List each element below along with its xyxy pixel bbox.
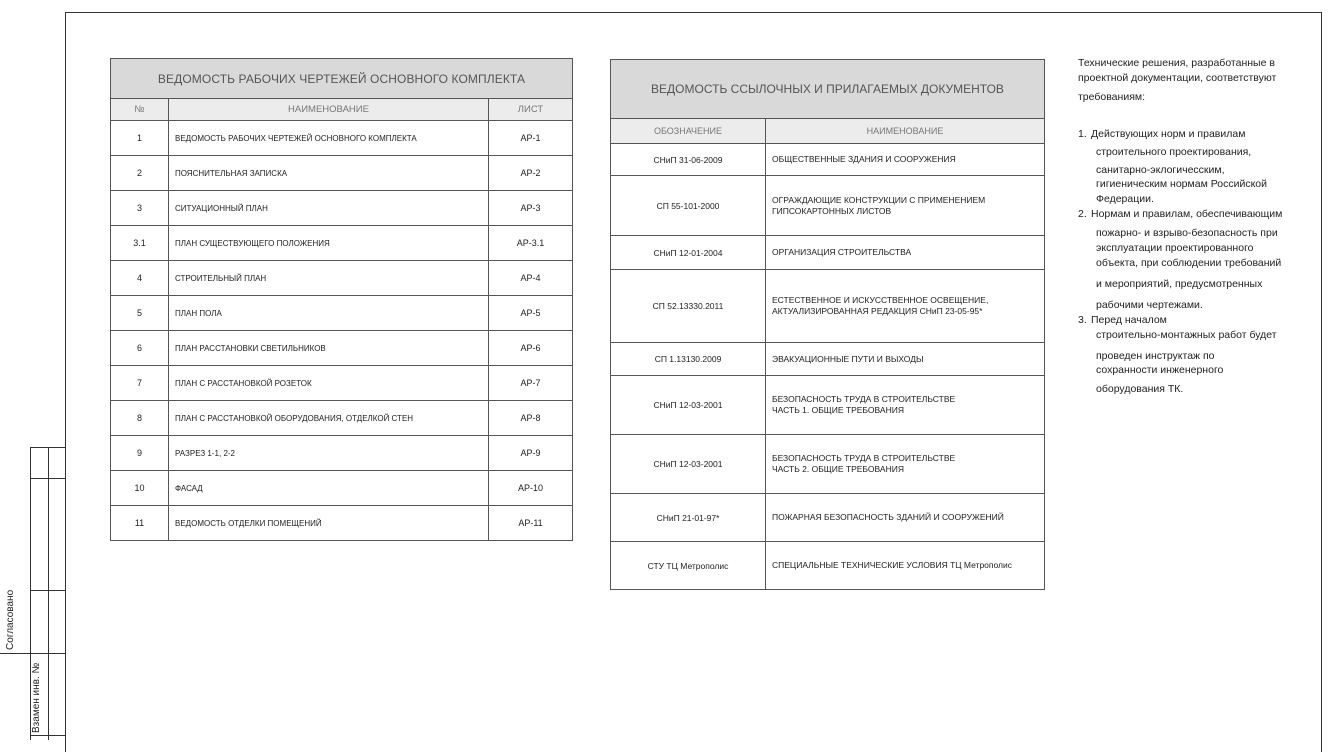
note-line — [1078, 241, 1308, 256]
row-number: 9 — [111, 436, 169, 471]
table-row — [111, 261, 573, 296]
note-text: объекта, при соблюдении требований — [1096, 256, 1282, 269]
approval-stamp-column — [0, 0, 66, 740]
row-name: ПЛАН С РАССТАНОВКОЙ РОЗЕТОК — [169, 366, 489, 401]
table-row — [111, 191, 573, 226]
note-text: пожарно- и взрыво-безопасность при — [1096, 227, 1278, 240]
note-text: сохранности инженерного — [1096, 364, 1224, 377]
ref-name-line2: ГИПСОКАРТОННЫХ ЛИСТОВ — [772, 205, 892, 216]
ref-name-cell — [766, 494, 1045, 542]
replaced-inv-label: Взамен инв. № — [31, 662, 42, 733]
ref-name-cell — [766, 435, 1045, 494]
note-line — [1078, 192, 1308, 207]
table-row — [611, 144, 1045, 176]
ref-name: БЕЗОПАСНОСТЬ ТРУДА В СТРОИТЕЛЬСТВЕ — [772, 453, 956, 464]
row-sheet: АР-3 — [489, 191, 573, 226]
row-number: 7 — [111, 366, 169, 401]
note-line — [1078, 277, 1308, 292]
note-line — [1078, 163, 1308, 178]
column-header-number: № — [111, 99, 169, 121]
note-number — [1078, 177, 1088, 192]
row-sheet: АР-6 — [489, 331, 573, 366]
row-number: 6 — [111, 331, 169, 366]
row-number: 3.1 — [111, 226, 169, 261]
note-text: рабочими чертежами. — [1096, 298, 1203, 311]
row-sheet: АР-8 — [489, 401, 573, 436]
ref-code: СНиП 12-03-2001 — [611, 435, 766, 494]
row-name: ПЛАН С РАССТАНОВКОЙ ОБОРУДОВАНИЯ, ОТДЕЛКОЙ СТЕН — [169, 401, 489, 436]
note-text: гигиеническим нормам Российской — [1096, 178, 1267, 191]
references-table — [610, 59, 1045, 590]
ref-name-line2: ЧАСТЬ 2. ОБЩИЕ ТРЕБОВАНИЯ — [772, 464, 904, 474]
ref-name-cell — [766, 270, 1045, 343]
note-line — [1078, 363, 1308, 378]
row-sheet: АР-9 — [489, 436, 573, 471]
table-row — [611, 236, 1045, 270]
note-text: строительно-монтажных работ будет — [1096, 328, 1277, 341]
table-row — [611, 494, 1045, 542]
table-row — [611, 343, 1045, 376]
note-line — [1078, 382, 1308, 397]
ref-name: БЕЗОПАСНОСТЬ ТРУДА В СТРОИТЕЛЬСТВЕ — [772, 394, 956, 405]
ref-name-line2: ЧАСТЬ 1. ОБЩИЕ ТРЕБОВАНИЯ — [772, 405, 904, 415]
note-number — [1078, 241, 1088, 256]
row-number: 3 — [111, 191, 169, 226]
ref-code: СТУ ТЦ Метрополис — [611, 542, 766, 590]
note-number — [1078, 277, 1088, 292]
table-row — [111, 471, 573, 506]
row-name: ВЕДОМОСТЬ РАБОЧИХ ЧЕРТЕЖЕЙ ОСНОВНОГО КОМПЛЕКТА — [169, 121, 489, 156]
row-sheet: АР-1 — [489, 121, 573, 156]
note-number — [1078, 256, 1088, 271]
table-row — [111, 506, 573, 541]
note-line — [1078, 177, 1308, 192]
ref-code: СНиП 12-03-2001 — [611, 376, 766, 435]
ref-code: СП 52.13330.2011 — [611, 270, 766, 343]
row-sheet: АР-7 — [489, 366, 573, 401]
ref-code: СНиП 21-01-97* — [611, 494, 766, 542]
table-row — [611, 542, 1045, 590]
row-name: ФАСАД — [169, 471, 489, 506]
note-text: Нормам и правилам, обеспечивающим — [1091, 208, 1283, 221]
row-name: ПЛАН СУЩЕСТВУЮЩЕГО ПОЛОЖЕНИЯ — [169, 226, 489, 261]
drawings-table — [110, 58, 573, 541]
row-name: ПЛАН ПОЛА — [169, 296, 489, 331]
note-line — [1078, 328, 1308, 343]
column-header-code: ОБОЗНАЧЕНИЕ — [611, 119, 766, 144]
column-header-sheet: ЛИСТ — [489, 99, 573, 121]
ref-code: СП 55-101-2000 — [611, 176, 766, 236]
note-number — [1078, 226, 1088, 241]
ref-name-cell — [766, 176, 1045, 236]
note-number — [1078, 363, 1088, 378]
ref-name: СПЕЦИАЛЬНЫЕ ТЕХНИЧЕСКИЕ УСЛОВИЯ ТЦ Метрополис — [772, 560, 1013, 571]
row-sheet: АР-5 — [489, 296, 573, 331]
table-row — [111, 156, 573, 191]
ref-code: СНиП 31-06-2009 — [611, 144, 766, 176]
references-table-title: ВЕДОМОСТЬ ССЫЛОЧНЫХ И ПРИЛАГАЕМЫХ ДОКУМЕНТОВ — [611, 60, 1045, 119]
row-sheet: АР-10 — [489, 471, 573, 506]
row-name: СТРОИТЕЛЬНЫЙ ПЛАН — [169, 261, 489, 296]
note-number: 2. — [1078, 208, 1087, 221]
row-number: 1 — [111, 121, 169, 156]
note-number: 1. — [1078, 127, 1087, 140]
note-text: оборудования ТК. — [1096, 383, 1184, 396]
ref-name-cell — [766, 376, 1045, 435]
table-row — [611, 376, 1045, 435]
note-line — [1078, 349, 1308, 364]
table-row — [111, 121, 573, 156]
table-row — [611, 435, 1045, 494]
row-number: 4 — [111, 261, 169, 296]
row-name: СИТУАЦИОННЫЙ ПЛАН — [169, 191, 489, 226]
table-row — [611, 176, 1045, 236]
note-number — [1078, 382, 1088, 397]
note-text: проведен инструктаж по — [1096, 349, 1215, 362]
ref-name-cell — [766, 144, 1045, 176]
table-row — [111, 401, 573, 436]
ref-name: ЭВАКУАЦИОННЫЕ ПУТИ И ВЫХОДЫ — [772, 353, 924, 364]
note-line — [1078, 256, 1308, 271]
table-row — [111, 366, 573, 401]
note-line — [1078, 207, 1308, 222]
note-line — [1078, 298, 1308, 313]
notes-intro-line: проектной документации, соответствуют — [1078, 71, 1277, 84]
note-number — [1078, 192, 1088, 207]
row-name: ВЕДОМОСТЬ ОТДЕЛКИ ПОМЕЩЕНИЙ — [169, 506, 489, 541]
row-name: ПЛАН РАССТАНОВКИ СВЕТИЛЬНИКОВ — [169, 331, 489, 366]
column-header-name: НАИМЕНОВАНИЕ — [169, 99, 489, 121]
table-row — [611, 270, 1045, 343]
ref-name-cell — [766, 542, 1045, 590]
note-line — [1078, 226, 1308, 241]
note-line — [1078, 127, 1308, 142]
ref-name: ПОЖАРНАЯ БЕЗОПАСНОСТЬ ЗДАНИЙ И СООРУЖЕНИЙ — [772, 512, 1004, 523]
table-row — [111, 226, 573, 261]
ref-name-cell — [766, 343, 1045, 376]
row-name: ПОЯСНИТЕЛЬНАЯ ЗАПИСКА — [169, 156, 489, 191]
row-number: 2 — [111, 156, 169, 191]
notes-intro-line: Технические решения, разработанные в — [1078, 57, 1275, 69]
note-number — [1078, 328, 1088, 343]
ref-name: ОБЩЕСТВЕННЫЕ ЗДАНИЯ И СООРУЖЕНИЯ — [772, 154, 956, 165]
note-text: эксплуатации проектированного — [1096, 242, 1254, 255]
ref-code: СП 1.13130.2009 — [611, 343, 766, 376]
row-sheet: АР-11 — [489, 506, 573, 541]
agreed-label: Согласовано — [5, 589, 16, 650]
row-number: 8 — [111, 401, 169, 436]
table-row — [111, 331, 573, 366]
drawings-table-title: ВЕДОМОСТЬ РАБОЧИХ ЧЕРТЕЖЕЙ ОСНОВНОГО КОМПЛЕКТА — [111, 59, 573, 99]
note-text: Действующих норм и правилам — [1091, 127, 1246, 140]
notes-intro-line: требованиям: — [1078, 90, 1146, 103]
column-header-ref-name: НАИМЕНОВАНИЕ — [766, 119, 1045, 144]
ref-name-cell — [766, 236, 1045, 270]
note-number — [1078, 349, 1088, 364]
ref-name: ОГРАЖДАЮЩИЕ КОНСТРУКЦИИ С ПРИМЕНЕНИЕМ — [772, 194, 986, 205]
ref-name-line2: АКТУАЛИЗИРОВАННАЯ РЕДАКЦИЯ СНиП 23-05-95* — [772, 306, 983, 316]
table-row — [111, 296, 573, 331]
note-number — [1078, 298, 1088, 313]
note-text: Федерации. — [1096, 193, 1154, 206]
row-number: 10 — [111, 471, 169, 506]
row-name: РАЗРЕЗ 1-1, 2-2 — [169, 436, 489, 471]
row-number: 5 — [111, 296, 169, 331]
row-number: 11 — [111, 506, 169, 541]
ref-name: ЕСТЕСТВЕННОЕ И ИСКУССТВЕННОЕ ОСВЕЩЕНИЕ, — [772, 295, 989, 306]
row-sheet: АР-4 — [489, 261, 573, 296]
note-line — [1078, 145, 1308, 160]
row-sheet: АР-2 — [489, 156, 573, 191]
table-row — [111, 436, 573, 471]
note-text: Перед началом — [1091, 313, 1167, 326]
note-text: строительного проектирования, — [1096, 145, 1252, 158]
row-sheet: АР-3.1 — [489, 226, 573, 261]
note-number: 3. — [1078, 313, 1087, 326]
note-text: санитарно-эклогичесским, — [1096, 163, 1225, 176]
note-text: и мероприятий, предусмотренных — [1096, 277, 1263, 290]
ref-code: СНиП 12-01-2004 — [611, 236, 766, 270]
note-number — [1078, 145, 1088, 160]
technical-notes — [1078, 56, 1308, 397]
note-line — [1078, 313, 1308, 328]
note-number — [1078, 163, 1088, 178]
ref-name: ОРГАНИЗАЦИЯ СТРОИТЕЛЬСТВА — [772, 247, 912, 258]
